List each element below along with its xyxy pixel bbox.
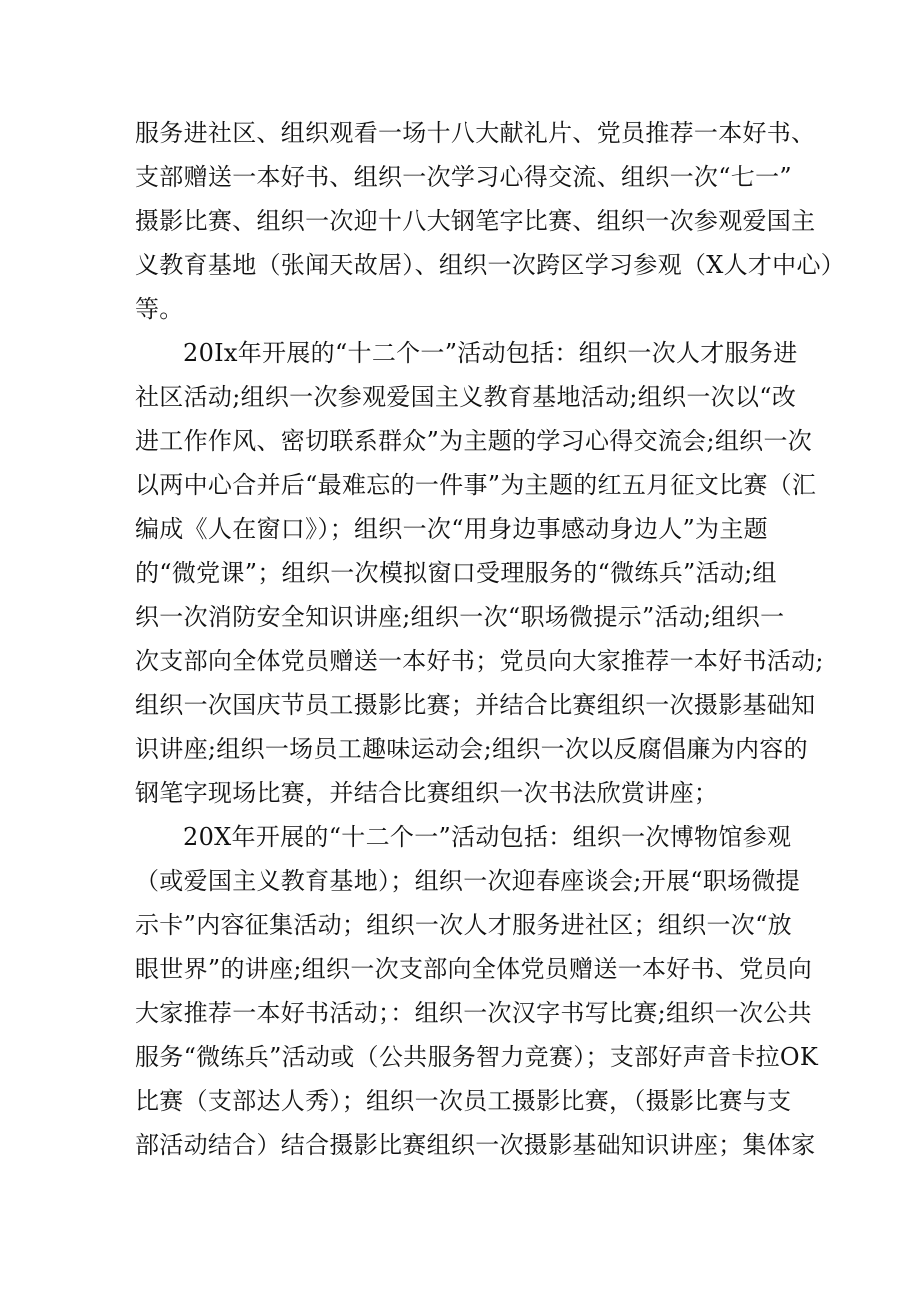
- text-line: 等。: [135, 295, 184, 323]
- text-line: 示卡”内容征集活动；组织一次人才服务进社区；组织一次“放: [135, 911, 792, 939]
- text-line: （或爱国主义教育基地）；组织一次迎春座谈会;开展“职场微提: [135, 867, 801, 895]
- text-line: 大家推荐一本好书活动；：组织一次汉字书写比赛;组织一次公共: [135, 999, 812, 1027]
- text-line: 织一次消防安全知识讲座;组织一次“职场微提示”活动;组织一: [135, 603, 785, 631]
- text-line: 钢笔字现场比赛，并结合比赛组织一次书法欣赏讲座；: [135, 779, 719, 807]
- text-line: 20X年开展的“十二个一”活动包括：组织一次博物馆参观: [183, 823, 792, 851]
- text-line: 比赛（支部达人秀）；组织一次员工摄影比赛，（摄影比赛与支: [135, 1087, 792, 1115]
- text-line: 服务进社区、组织观看一场十八大献礼片、党员推荐一本好书、: [135, 119, 816, 147]
- text-line: 进工作作风、密切联系群众”为主题的学习心得交流会;组织一次: [135, 427, 813, 455]
- text-line: 20Ix年开展的“十二个一”活动包括：组织一次人才服务进: [183, 339, 798, 367]
- text-line: 服务“微练兵”活动或（公共服务智力竞赛）；支部好声音卡拉OK: [135, 1043, 819, 1071]
- text-line: 组织一次国庆节员工摄影比赛；并结合比赛组织一次摄影基础知: [135, 691, 816, 719]
- text-line: 识讲座;组织一场员工趣味运动会;组织一次以反腐倡廉为内容的: [135, 735, 808, 763]
- text-line: 义教育基地（张闻天故居）、组织一次跨区学习参观（X人才中心）: [135, 251, 846, 279]
- text-line: 社区活动;组织一次参观爱国主义教育基地活动;组织一次以“改: [135, 383, 797, 411]
- text-line: 的“微党课”；组织一次模拟窗口受理服务的“微练兵”活动;组: [135, 559, 777, 587]
- text-line: 眼世界”的讲座;组织一次支部向全体党员赠送一本好书、党员向: [135, 955, 813, 983]
- text-line: 以两中心合并后“最难忘的一件事”为主题的红五月征文比赛（汇: [135, 471, 817, 499]
- text-line: 编成《人在窗口》）；组织一次“用身边事感动身边人”为主题: [135, 515, 768, 543]
- text-line: 部活动结合）结合摄影比赛组织一次摄影基础知识讲座；集体家: [135, 1131, 816, 1159]
- text-line: 支部赠送一本好书、组织一次学习心得交流、组织一次“七一”: [135, 163, 792, 191]
- text-line: 摄影比赛、组织一次迎十八大钢笔字比赛、组织一次参观爱国主: [135, 207, 816, 235]
- text-line: 次支部向全体党员赠送一本好书；党员向大家推荐一本好书活动;: [135, 647, 824, 675]
